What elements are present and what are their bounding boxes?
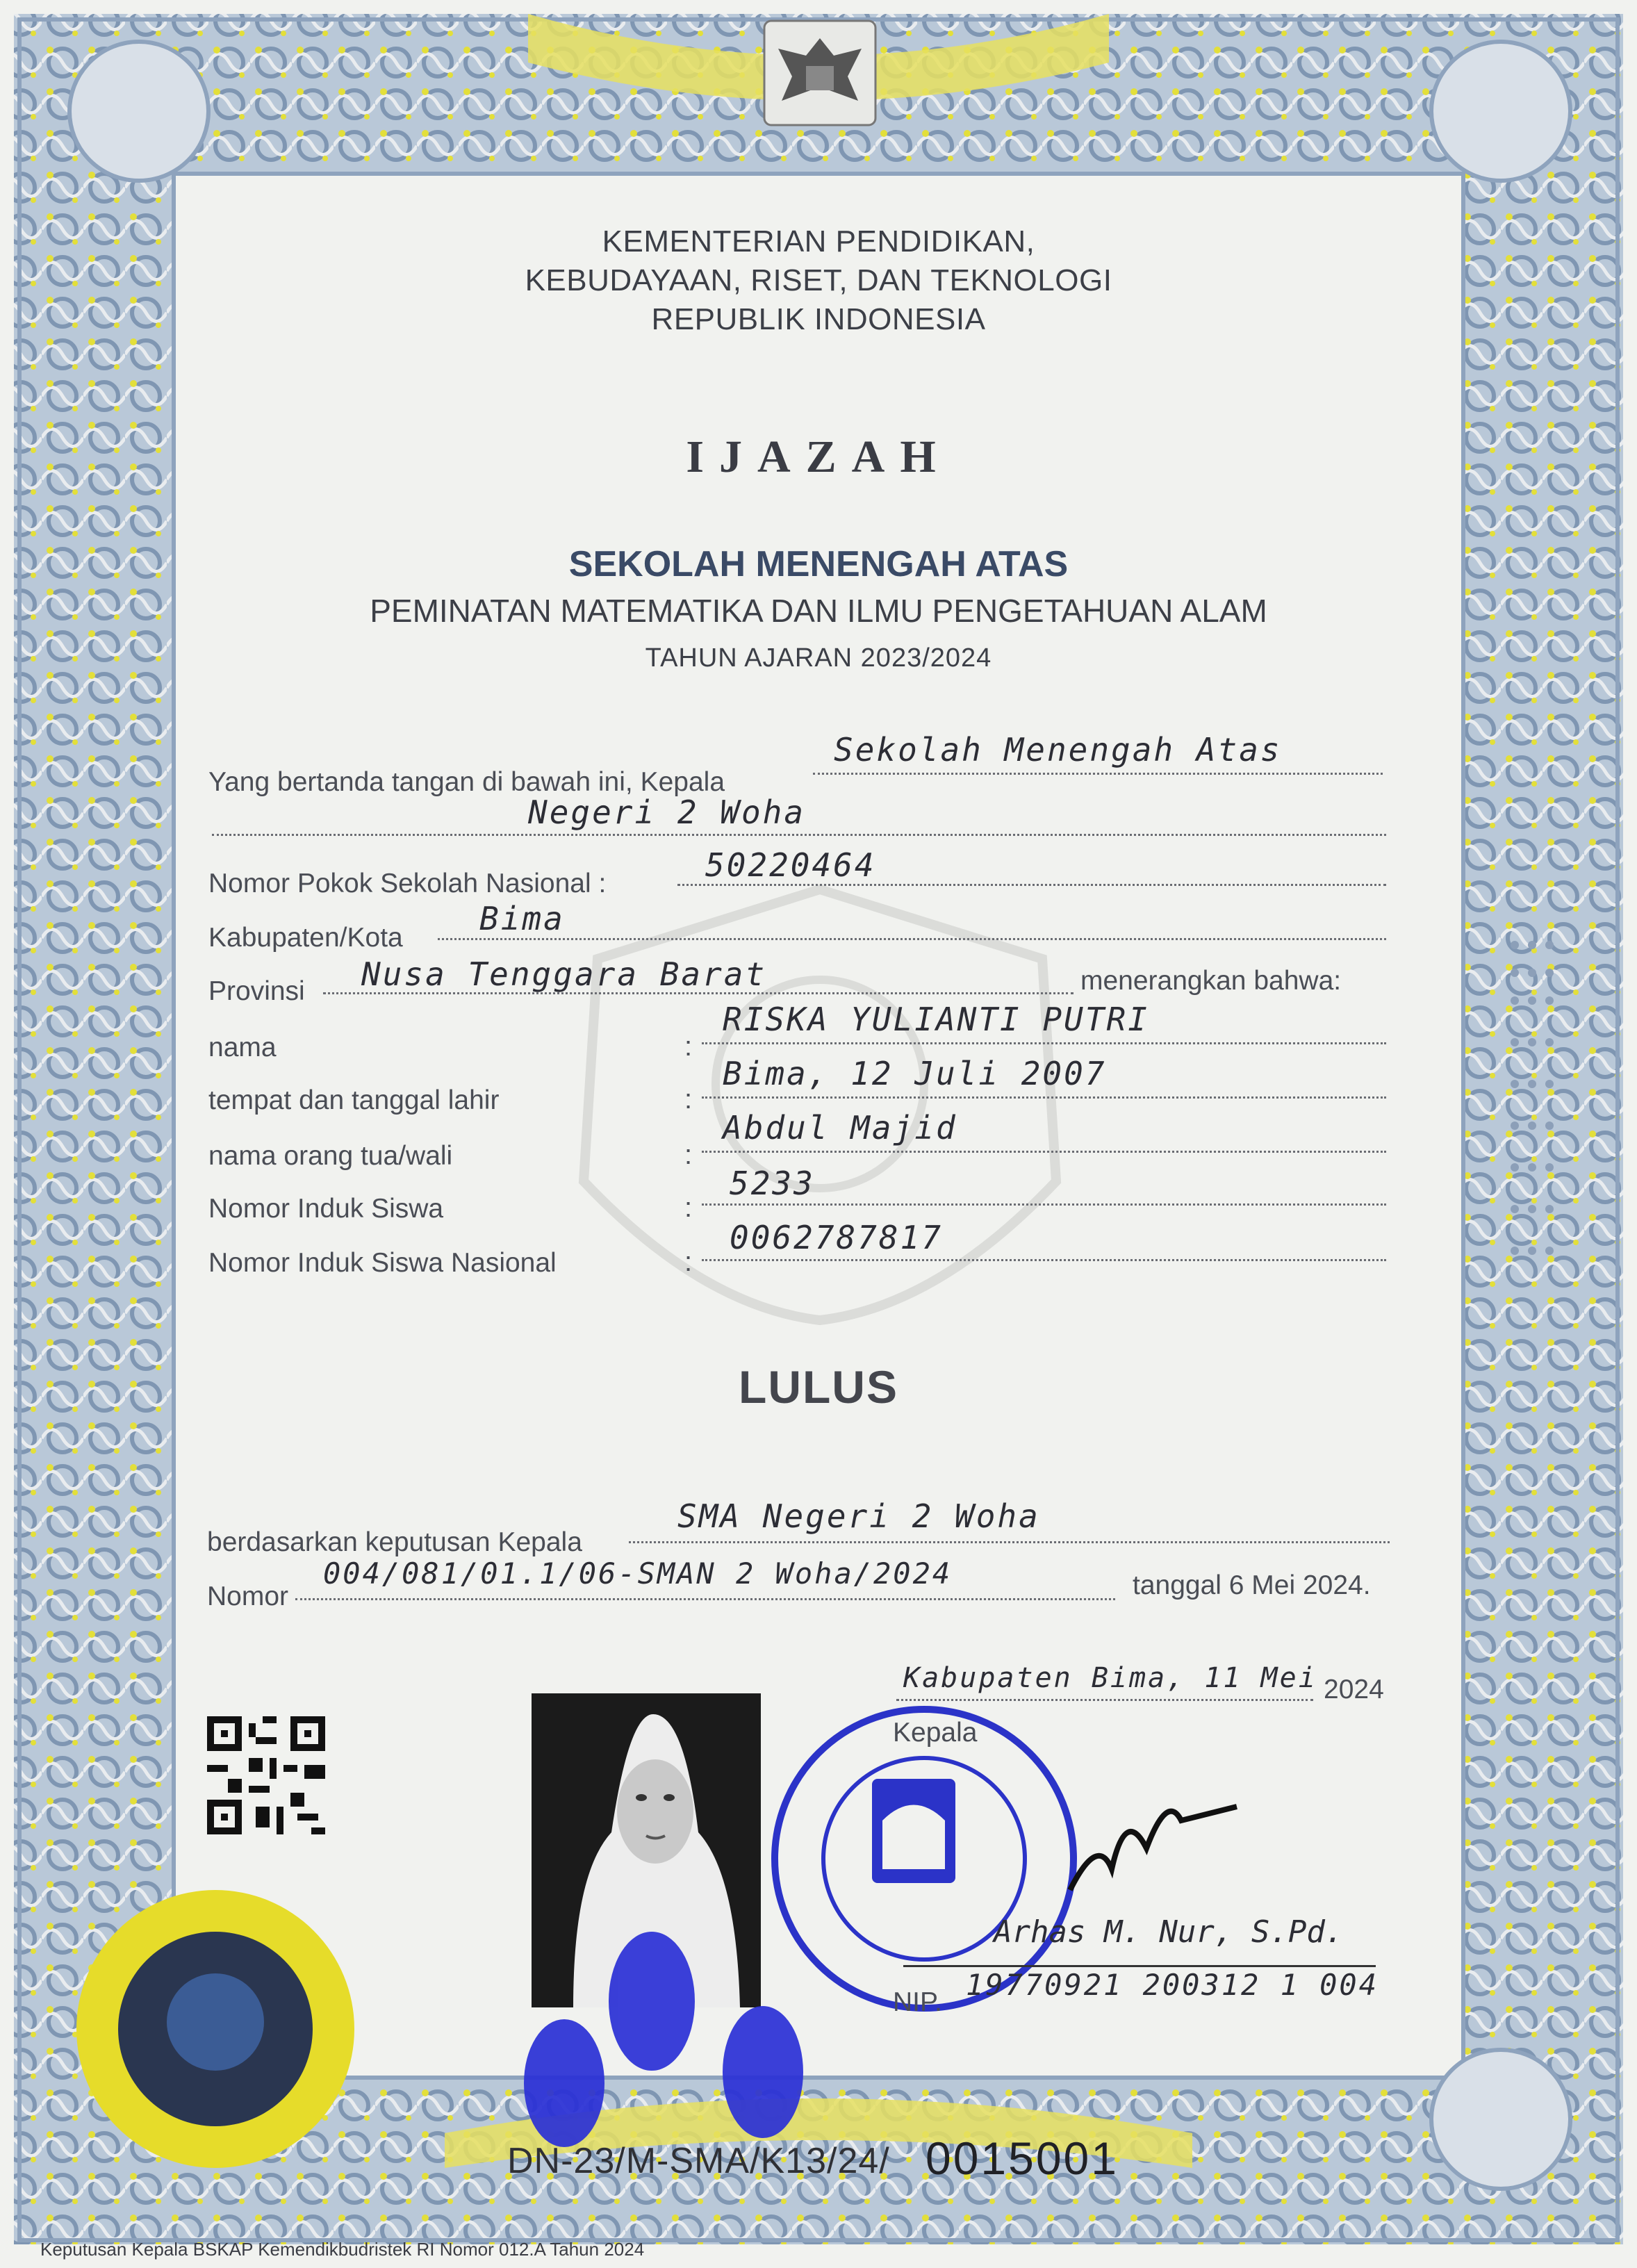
document-title: IJAZAH [686,432,951,482]
school-stamp-icon [775,1709,1073,2008]
provinsi-value: Nusa Tenggara Barat [361,955,767,993]
menerangkan-label: menerangkan bahwa: [1080,966,1342,996]
result-status: LULUS [739,1361,898,1413]
place-date: Kabupaten Bima, 11 Mei [903,1662,1317,1694]
program-name: PEMINATAN MATEMATIKA DAN ILMU PENGETAHUAN ALAM [370,593,1267,629]
academic-year: TAHUN AJARAN 2023/2024 [645,643,992,673]
nis-value: 5233 [730,1165,815,1202]
decision-school: SMA Negeri 2 Woha [677,1497,1040,1535]
signature-line [903,1965,1376,1967]
ministry-line-2: KEBUDAYAAN, RISET, DAN TEKNOLOGI [525,263,1112,297]
nisn-label: Nomor Induk Siswa Nasional [208,1248,557,1278]
school-name-line-2: Negeri 2 Woha [528,794,806,831]
ortu-value: Abdul Majid [723,1109,957,1147]
nis-label: Nomor Induk Siswa [208,1194,444,1224]
nomor-value: 004/081/01.1/06-SMAN 2 Woha/2024 [323,1556,953,1591]
colon: : [684,1031,693,1062]
nisn-value: 0062787817 [730,1219,943,1256]
ministry-line-1: KEMENTERIAN PENDIDIKAN, [602,224,1035,258]
colon: : [684,1140,693,1170]
signature-year: 2024 [1324,1675,1384,1704]
provinsi-label: Provinsi [208,976,305,1006]
colon: : [684,1084,693,1115]
ttl-value: Bima, 12 Juli 2007 [723,1055,1107,1092]
nip-label: NIP. [893,1987,942,2017]
hologram-seal-icon [76,1890,354,2168]
intro-label: Yang bertanda tangan di bawah ini, Kepala [208,767,725,797]
decision-label: berdasarkan keputusan Kepala [207,1527,582,1557]
school-level: SEKOLAH MENENGAH ATAS [568,544,1069,584]
ttl-label: tempat dan tanggal lahir [208,1085,500,1115]
npsn-value: 50220464 [705,846,876,884]
ortu-label: nama orang tua/wali [208,1141,453,1171]
signatory-name: Arhas M. Nur, S.Pd. [994,1914,1344,1950]
ministry-line-3: REPUBLIK INDONESIA [651,302,986,336]
footer-note: Keputusan Kepala BSKAP Kemendikbudristek RI Nomor 012.A Tahun 2024 [40,2239,645,2260]
nama-label: nama [208,1033,277,1062]
kepala-label: Kepala [893,1718,978,1748]
serial-code: DN-23/M-SMA/K13/24/ [507,2141,890,2181]
fingerprint-icon [524,1932,803,2147]
kabupaten-value: Bima [479,900,565,937]
school-name-line-1: Sekolah Menengah Atas [834,731,1282,769]
nomor-label: Nomor [207,1581,289,1611]
nip-value: 19770921 200312 1 004 [966,1968,1379,2002]
colon: : [684,1192,693,1223]
signature-stroke [1070,1807,1237,1890]
decision-date: tanggal 6 Mei 2024. [1133,1570,1371,1600]
nama-value: RISKA YULIANTI PUTRI [723,1001,1149,1038]
kabupaten-label: Kabupaten/Kota [208,923,403,953]
npsn-label: Nomor Pokok Sekolah Nasional : [208,869,607,898]
colon: : [684,1247,693,1277]
serial-number: 0015001 [926,2133,1119,2184]
